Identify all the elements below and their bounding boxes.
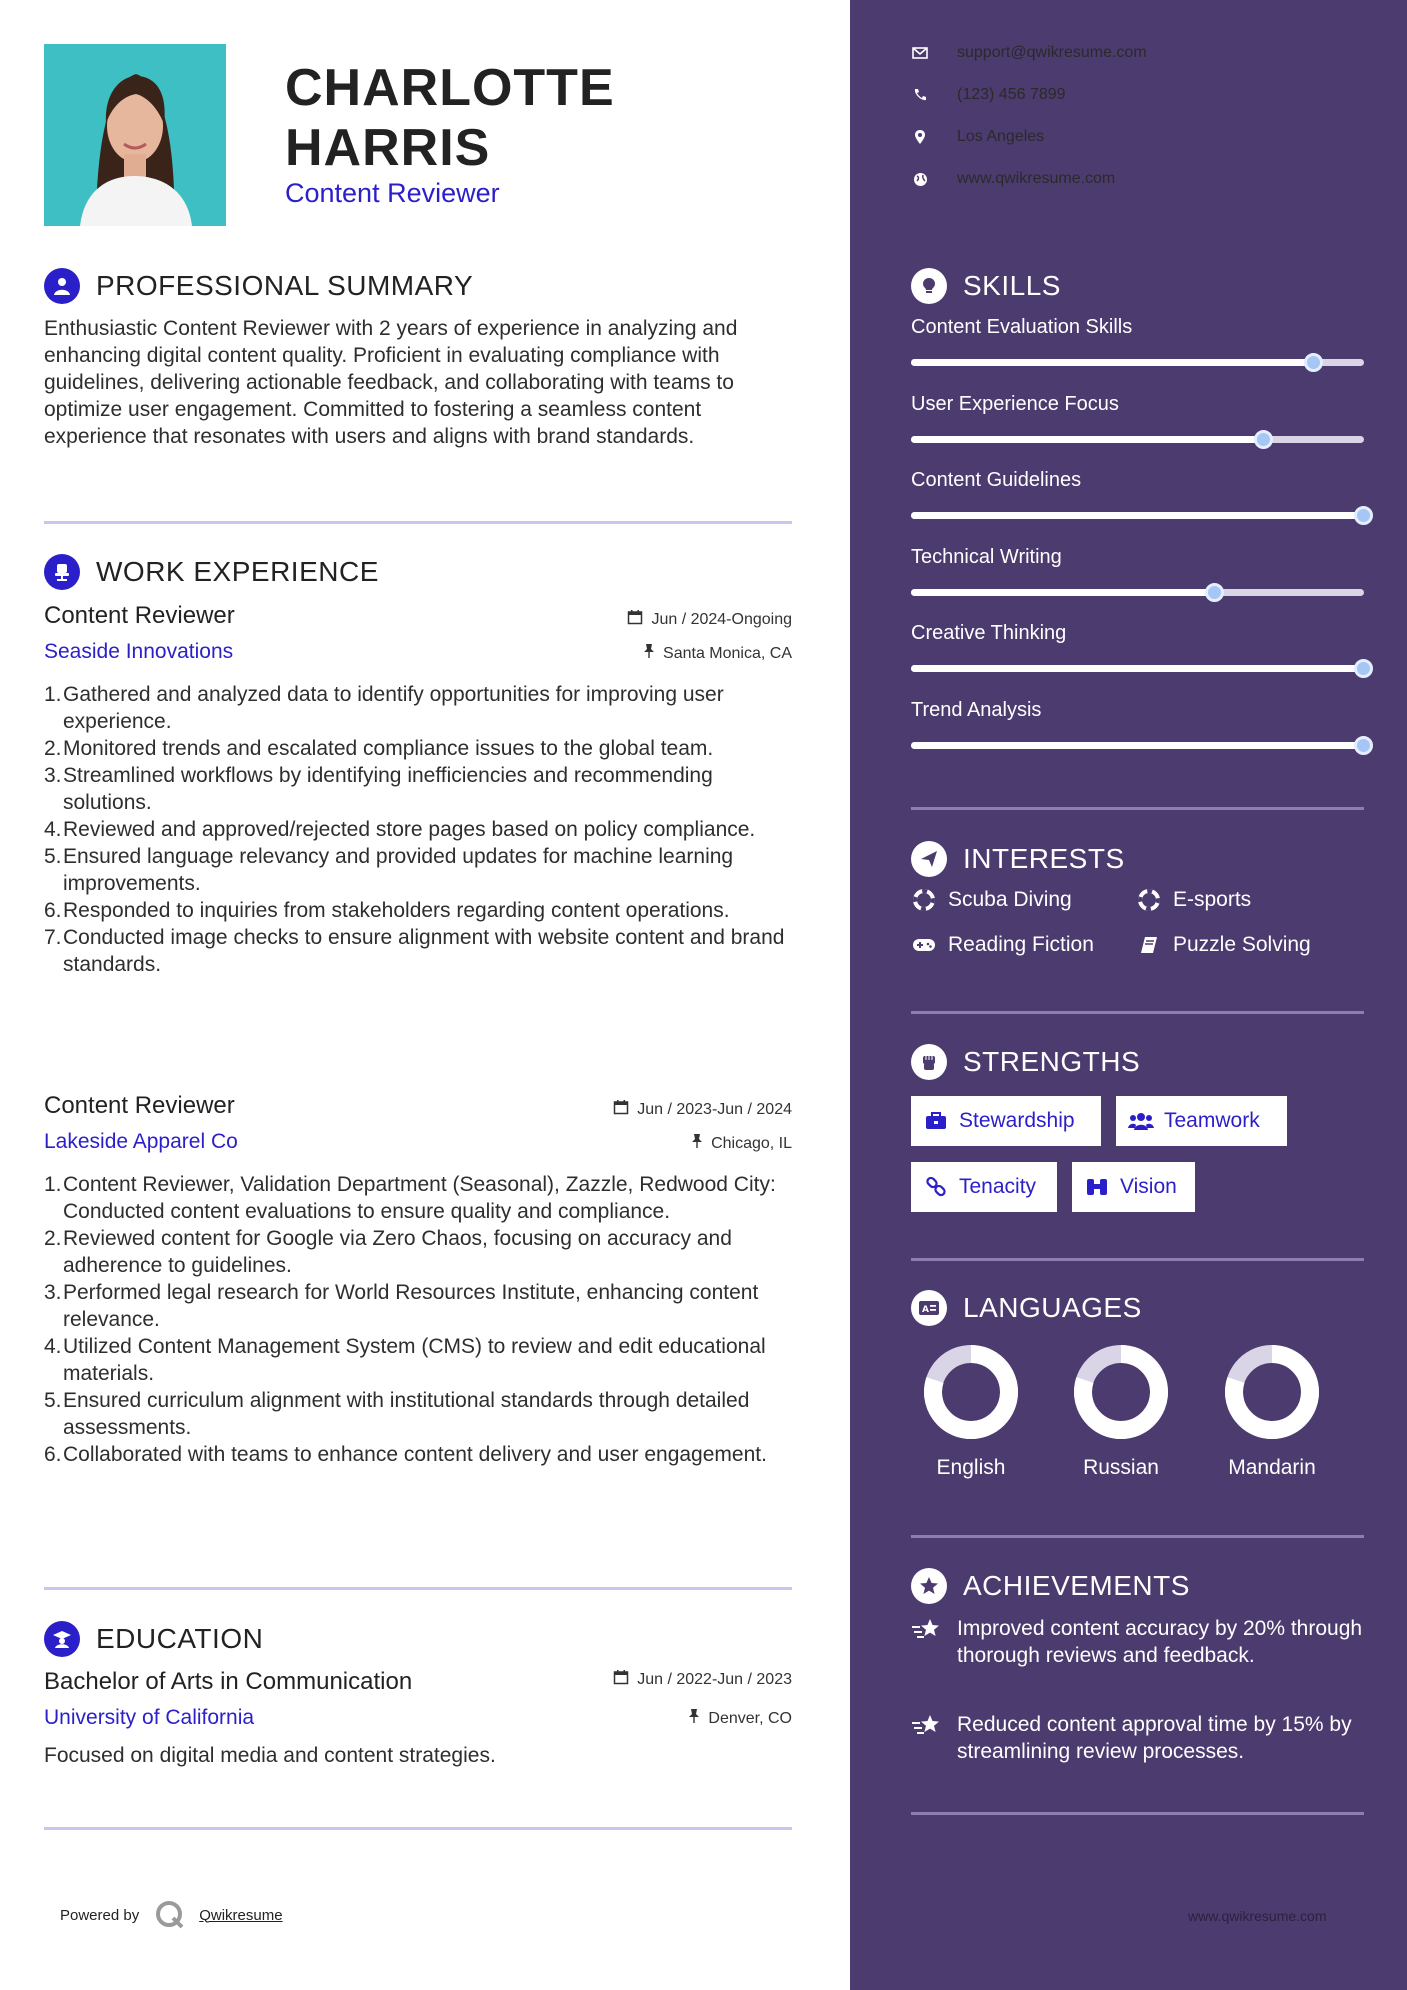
svg-text:A: A [922, 1305, 929, 1315]
strength-label: Teamwork [1164, 1109, 1260, 1132]
skill-bar [911, 589, 1364, 596]
contact-email[interactable] [911, 44, 1147, 62]
job-title: Content Reviewer [44, 602, 235, 629]
skill-bar [911, 742, 1364, 749]
job-company: Seaside Innovations [44, 640, 234, 663]
list-item: 6. Responded to inquiries from stakeholders regarding content operations. [44, 899, 730, 922]
achievement-text: Reduced content approval time by 15% by streamlining review processes. [957, 1713, 1352, 1763]
shooting-star-icon [911, 1615, 945, 1669]
job-location-text: Chicago, IL [711, 1134, 792, 1152]
star-badge-icon [911, 1568, 947, 1604]
section-divider [44, 1827, 792, 1830]
education-date-text: Jun / 2022-Jun / 2023 [637, 1670, 792, 1688]
user-icon [44, 268, 80, 304]
skills-heading [911, 268, 1061, 304]
summary-heading [44, 268, 473, 304]
contact-location [911, 128, 1044, 146]
job-date [613, 1099, 792, 1120]
sidebar-divider [911, 1812, 1364, 1815]
interest-item [1136, 887, 1251, 913]
education-degree: Bachelor of Arts in Communication [44, 1668, 413, 1695]
skill-label: Content Guidelines [911, 469, 1082, 491]
job-date [627, 609, 792, 630]
skill-label: Technical Writing [911, 545, 1062, 568]
calendar-icon [613, 1099, 629, 1120]
interest-label: Puzzle Solving [1173, 933, 1311, 956]
list-item: 5. Ensured curriculum alignment with institutional standards through detailed assessments. [44, 1389, 750, 1439]
calendar-icon [613, 1669, 629, 1690]
section-divider [44, 1587, 792, 1590]
job-date-text: Jun / 2023-Jun / 2024 [637, 1100, 792, 1118]
powered-by-label: Powered by [60, 1906, 140, 1924]
job-location [643, 643, 792, 664]
life-ring-icon [911, 887, 937, 913]
strength-badge [1116, 1096, 1287, 1146]
name-line-2: HARRIS [285, 119, 491, 177]
list-item: 1. Content Reviewer, Validation Department (Seasonal), Zazzle, Redwood City: Conducted content evaluations to ensure quality and compliance. [44, 1173, 776, 1223]
language-label: Mandarin [1228, 1456, 1316, 1479]
office-chair-icon [44, 554, 80, 590]
life-ring-icon [1136, 887, 1162, 913]
list-item: 4. Reviewed and approved/rejected store pages based on policy compliance. [44, 818, 756, 841]
list-item: 1. Gathered and analyzed data to identify opportunities for improving user experience. [44, 683, 724, 733]
skill-bar-fill [911, 436, 1264, 443]
list-item: 2. Reviewed content for Google via Zero Chaos, focusing on accuracy and adherence to guidelines. [44, 1227, 732, 1277]
section-divider [44, 521, 792, 524]
interests-title: INTERESTS [963, 843, 1125, 874]
sidebar-divider [911, 1258, 1364, 1261]
job-title: Content Reviewer [44, 1092, 235, 1119]
list-item: 7. Conducted image checks to ensure alignment with website content and brand standards. [44, 926, 785, 976]
achievements-title: ACHIEVEMENTS [963, 1570, 1190, 1601]
sidebar-divider [911, 1011, 1364, 1014]
graduate-icon [44, 1621, 80, 1657]
skill-bar [911, 436, 1364, 443]
name-line-1: CHARLOTTE [285, 59, 615, 117]
summary-title: PROFESSIONAL SUMMARY [96, 270, 474, 301]
languages-heading [911, 1290, 1142, 1326]
experience-heading [44, 554, 379, 590]
skill-bar [911, 359, 1364, 366]
map-marker-icon [911, 128, 929, 146]
interest-item [911, 932, 1094, 958]
interest-item [911, 887, 1072, 913]
language-ring [1197, 1342, 1347, 1442]
contact-website-text: www.qwikresume.com [957, 170, 1116, 187]
education-school: University of California [44, 1706, 255, 1729]
job-duties [44, 1171, 794, 1468]
skill-bar-knob [1254, 430, 1273, 449]
skill-bar-fill [911, 665, 1364, 672]
summary-text: Enthusiastic Content Reviewer with 2 years of experience in analyzing and enhancing digital content quality. Proficient in evaluating compliance with guidelines, delivering actionable feedback, and collaborating with teams to optimize user engagement. Committed to fostering a seamless content experience that resonates with users and aligns with brand standards. [44, 317, 738, 448]
users-icon [1128, 1108, 1154, 1134]
skill-bar [911, 512, 1364, 519]
contact-location-text: Los Angeles [957, 128, 1045, 145]
job-location [691, 1133, 792, 1154]
binoculars-icon [1084, 1174, 1110, 1200]
pin-icon [691, 1133, 703, 1154]
job-date-text: Jun / 2024-Ongoing [651, 610, 792, 628]
education-location-text: Denver, CO [708, 1709, 792, 1727]
globe-icon [911, 170, 929, 188]
job-company: Lakeside Apparel Co [44, 1130, 238, 1153]
skills-title: SKILLS [963, 270, 1061, 301]
strength-badge [911, 1096, 1101, 1146]
qwikresume-link[interactable]: Qwikresume [199, 1906, 283, 1924]
interest-label: Scuba Diving [948, 888, 1072, 911]
strength-label: Stewardship [959, 1109, 1075, 1132]
skill-bar-knob [1354, 506, 1373, 525]
gamepad-icon [911, 932, 937, 958]
strengths-heading [911, 1044, 1140, 1080]
education-heading [44, 1621, 263, 1657]
envelope-icon [911, 44, 929, 62]
lightbulb-icon [911, 268, 947, 304]
pin-icon [643, 643, 655, 664]
achievement-item [911, 1615, 1371, 1669]
sidebar-divider [911, 807, 1364, 810]
skill-label: User Experience Focus [911, 392, 1119, 415]
briefcase-icon [923, 1108, 949, 1134]
footer-powered-by [60, 1900, 283, 1930]
list-item: 6. Collaborated with teams to enhance content delivery and user engagement. [44, 1443, 767, 1466]
job-duties [44, 681, 794, 978]
profile-photo [44, 44, 226, 226]
education-date [613, 1669, 792, 1690]
experience-title: WORK EXPERIENCE [96, 556, 379, 587]
skill-bar [911, 665, 1364, 672]
education-location [688, 1708, 792, 1729]
contact-phone[interactable] [911, 86, 1066, 104]
interest-item [1136, 932, 1311, 958]
skill-bar-fill [911, 589, 1215, 596]
language-icon [911, 1290, 947, 1326]
strength-label: Tenacity [959, 1175, 1037, 1198]
contact-phone-text: (123) 456 7899 [957, 86, 1066, 103]
pin-icon [688, 1708, 700, 1729]
skill-bar-fill [911, 359, 1314, 366]
skill-bar-knob [1354, 736, 1373, 755]
education-description: Focused on digital media and content strategies. [44, 1744, 496, 1767]
candidate-name [285, 58, 615, 178]
skill-bar-fill [911, 512, 1364, 519]
skill-label: Creative Thinking [911, 622, 1067, 644]
strengths-title: STRENGTHS [963, 1046, 1141, 1077]
skill-label: Trend Analysis [911, 698, 1042, 721]
list-item: 4. Utilized Content Management System (CMS) to review and edit educational materials. [44, 1335, 766, 1385]
skill-bar-knob [1354, 659, 1373, 678]
link-icon [923, 1174, 949, 1200]
language-label: English [936, 1456, 1006, 1479]
strength-badge [1072, 1162, 1195, 1212]
phone-icon [911, 86, 929, 104]
interests-heading [911, 841, 1125, 877]
achievements-heading [911, 1568, 1190, 1604]
strength-label: Vision [1120, 1175, 1177, 1198]
language-ring [896, 1342, 1046, 1442]
list-item: 5. Ensured language relevancy and provided updates for machine learning improvements. [44, 845, 734, 895]
language-ring [1046, 1342, 1196, 1442]
strength-badge [911, 1162, 1057, 1212]
skill-label: Content Evaluation Skills [911, 316, 1133, 338]
fist-icon [911, 1044, 947, 1080]
achievement-text: Improved content accuracy by 20% through thorough reviews and feedback. [957, 1617, 1363, 1667]
list-item: 2. Monitored trends and escalated compliance issues to the global team. [44, 737, 714, 760]
book-icon [1136, 932, 1162, 958]
achievement-item [911, 1711, 1371, 1765]
paper-plane-icon [911, 841, 947, 877]
list-item: 3. Performed legal research for World Resources Institute, enhancing content relevance. [44, 1281, 759, 1331]
interest-label: E-sports [1173, 888, 1252, 911]
skill-bar-fill [911, 742, 1364, 749]
education-title: EDUCATION [96, 1623, 264, 1654]
language-label: Russian [1083, 1456, 1159, 1479]
qwikresume-logo-icon [155, 1900, 185, 1930]
footer-website[interactable]: www.qwikresume.com [1188, 1908, 1327, 1924]
shooting-star-icon [911, 1711, 945, 1765]
languages-title: LANGUAGES [963, 1292, 1142, 1323]
job-location-text: Santa Monica, CA [663, 644, 792, 662]
skill-bar-knob [1205, 583, 1224, 602]
calendar-icon [627, 609, 643, 630]
contact-website[interactable] [911, 170, 1115, 188]
contact-email-text: support@qwikresume.com [957, 44, 1147, 61]
list-item: 3. Streamlined workflows by identifying inefficiencies and recommending solutions. [44, 764, 713, 814]
interest-label: Reading Fiction [948, 933, 1094, 956]
candidate-role: Content Reviewer [285, 178, 500, 208]
sidebar-divider [911, 1535, 1364, 1538]
